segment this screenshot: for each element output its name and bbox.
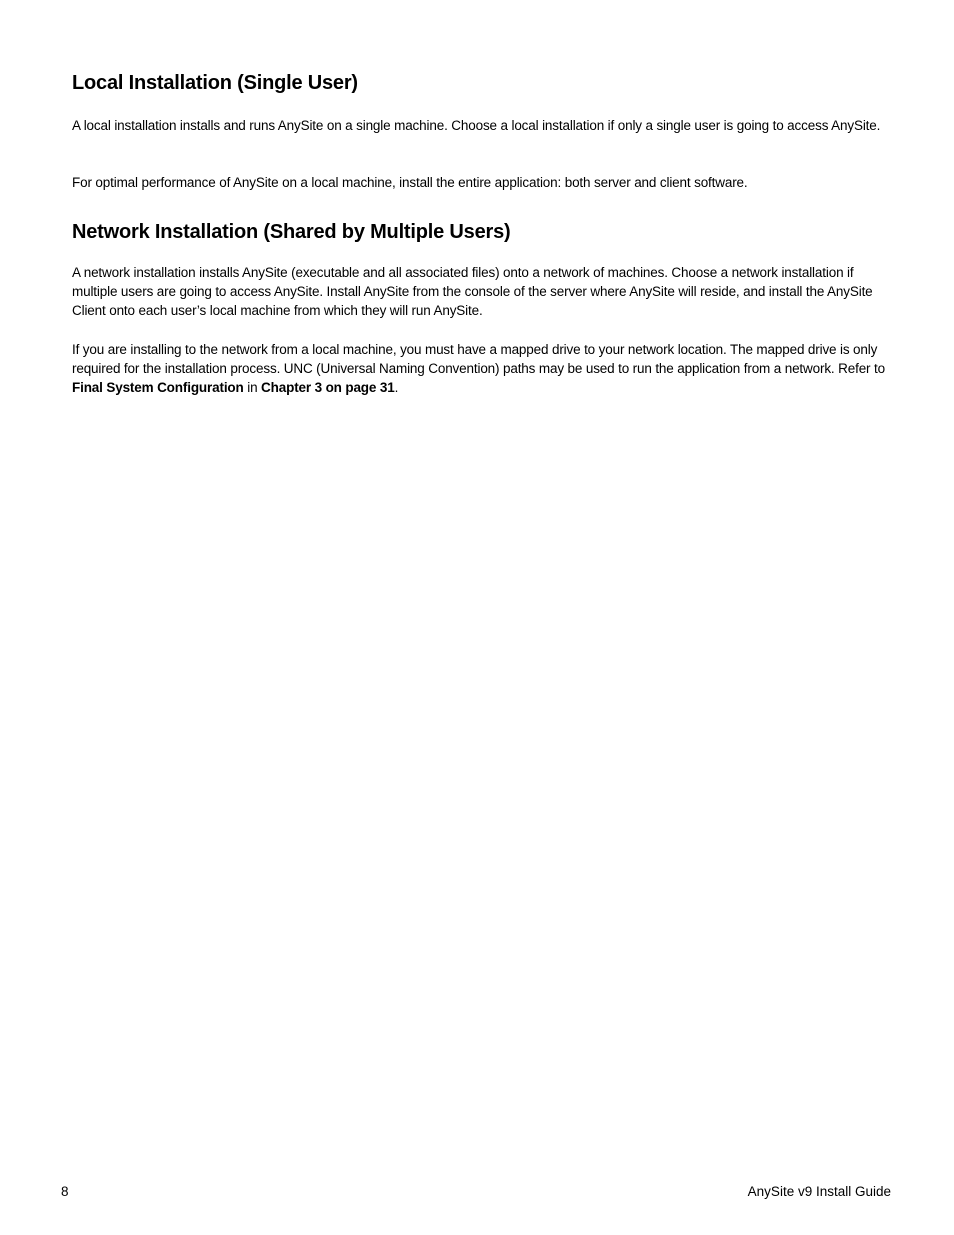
paragraph-text: in xyxy=(243,380,262,395)
local-installation-paragraph-1: A local installation installs and runs AnySite on a single machine. Choose a local installation if only a single user is going to access AnySite. xyxy=(72,118,881,133)
footer-page-number: 8 xyxy=(61,1184,69,1199)
section-heading-network-installation: Network Installation (Shared by Multiple Users) xyxy=(72,221,511,243)
cross-reference-chapter-3: Chapter 3 on page 31 xyxy=(261,380,395,395)
paragraph-text: . xyxy=(394,380,399,395)
network-installation-paragraph-2 xyxy=(72,340,888,397)
footer-document-title: AnySite v9 Install Guide xyxy=(747,1184,891,1199)
section-heading-local-installation: Local Installation (Single User) xyxy=(72,72,358,94)
local-installation-paragraph-2: For optimal performance of AnySite on a local machine, install the entire application: both server and client software. xyxy=(72,175,748,190)
network-installation-paragraph-1: A network installation installs AnySite (executable and all associated files) onto a network of machines. Choose a network installation if multiple users are going to access AnySite. Install AnySite from the console of the server where AnySite will reside, and install the AnySite Client onto each user’s local machine from which they will run AnySite. xyxy=(72,265,873,318)
paragraph-text: If you are installing to the network from a local machine, you must have a mapped drive to your network location. The mapped drive is only required for the installation process. UNC (Universal Naming Convention) paths may be used to run the application from a network. Refer to xyxy=(72,342,885,376)
cross-reference-final-system-configuration: Final System Configuration xyxy=(72,380,244,395)
